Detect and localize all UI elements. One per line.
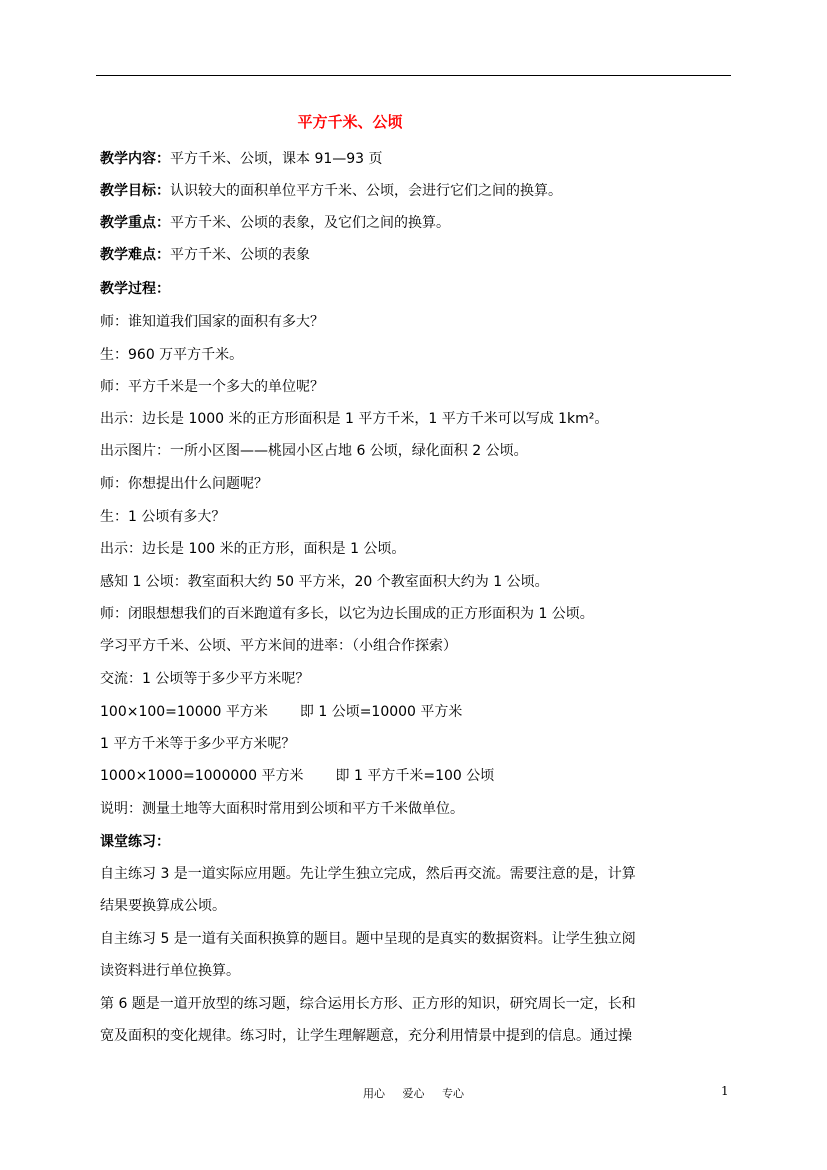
process-line: 生：1 公顷有多大？ xyxy=(100,509,226,525)
note-line: 说明：测量土地等大面积时常用到公顷和平方千米做单位。 xyxy=(100,801,464,817)
difficulty-value: 平方千米、公顷的表象 xyxy=(170,247,310,263)
page-number: 1 xyxy=(721,1084,729,1098)
page-title: 平方千米、公顷 xyxy=(297,113,403,131)
goal-value: 认识较大的面积单位平方千米、公顷，会进行它们之间的换算。 xyxy=(170,183,562,199)
calc1-right: 即 1 公顷=10000 平方米 xyxy=(299,704,463,720)
process-line: 感知 1 公顷：教室面积大约 50 平方米，20 个教室面积大约为 1 公顷。 xyxy=(100,574,549,590)
process-line: 出示：边长是 1000 米的正方形面积是 1 平方千米，1 平方千米可以写成 1km²。 xyxy=(100,411,609,427)
practice-line: 自主练习 5 是一道有关面积换算的题目。题中呈现的是真实的数据资料。让学生独立阅 xyxy=(100,931,636,947)
practice-line: 第 6 题是一道开放型的练习题，综合运用长方形、正方形的知识，研究周长一定，长和 xyxy=(100,996,636,1012)
question-line: 1 平方千米等于多少平方米呢？ xyxy=(100,736,296,752)
process-heading: 教学过程： xyxy=(100,281,170,297)
process-line: 师：谁知道我们国家的面积有多大？ xyxy=(100,314,324,330)
process-line: 师：闭眼想想我们的百米跑道有多长，以它为边长围成的正方形面积为 1 公顷。 xyxy=(100,606,594,622)
practice-line: 自主练习 3 是一道实际应用题。先让学生独立完成，然后再交流。需要注意的是，计算 xyxy=(100,866,636,882)
content-value: 平方千米、公顷，课本 91—93 页 xyxy=(170,151,383,167)
process-line: 出示：边长是 100 米的正方形，面积是 1 公顷。 xyxy=(100,541,406,557)
practice-line: 读资料进行单位换算。 xyxy=(100,963,240,979)
goal-label: 教学目标： xyxy=(100,183,170,199)
footer-text-1: 用心 xyxy=(363,1087,385,1100)
practice-line: 宽及面积的变化规律。练习时，让学生理解题意，充分利用情景中提到的信息。通过操 xyxy=(100,1028,632,1044)
difficulty-label: 教学难点： xyxy=(100,247,170,263)
footer-text-2: 爱心 xyxy=(402,1087,425,1100)
process-line: 出示图片：一所小区图——桃园小区占地 6 公顷，绿化面积 2 公顷。 xyxy=(100,443,528,459)
header-rule xyxy=(96,75,731,76)
teaching-key xyxy=(100,213,450,233)
practice-line: 结果要换算成公顷。 xyxy=(100,898,226,914)
key-label: 教学重点： xyxy=(100,215,170,231)
calc-line-2 xyxy=(100,766,494,786)
teaching-content xyxy=(100,149,383,169)
process-line: 交流：1 公顷等于多少平方米呢？ xyxy=(100,671,310,687)
teaching-goal xyxy=(100,181,562,201)
calc2-right: 即 1 平方千米=100 公顷 xyxy=(335,768,495,784)
calc1-left: 100×100=10000 平方米 xyxy=(100,704,268,720)
practice-heading: 课堂练习： xyxy=(100,834,170,850)
process-line: 师：平方千米是一个多大的单位呢？ xyxy=(100,379,324,395)
process-line: 生：960 万平方千米。 xyxy=(100,347,244,363)
page-footer xyxy=(0,1085,827,1101)
teaching-difficulty xyxy=(100,245,310,265)
calc2-left: 1000×1000=1000000 平方米 xyxy=(100,768,304,784)
key-value: 平方千米、公顷的表象，及它们之间的换算。 xyxy=(170,215,450,231)
footer-text-3: 专心 xyxy=(442,1087,464,1100)
content-label: 教学内容： xyxy=(100,151,170,167)
process-line: 师：你想提出什么问题呢？ xyxy=(100,476,268,492)
calc-line-1 xyxy=(100,702,462,722)
process-line: 学习平方千米、公顷、平方米间的进率：（小组合作探索） xyxy=(100,638,457,654)
